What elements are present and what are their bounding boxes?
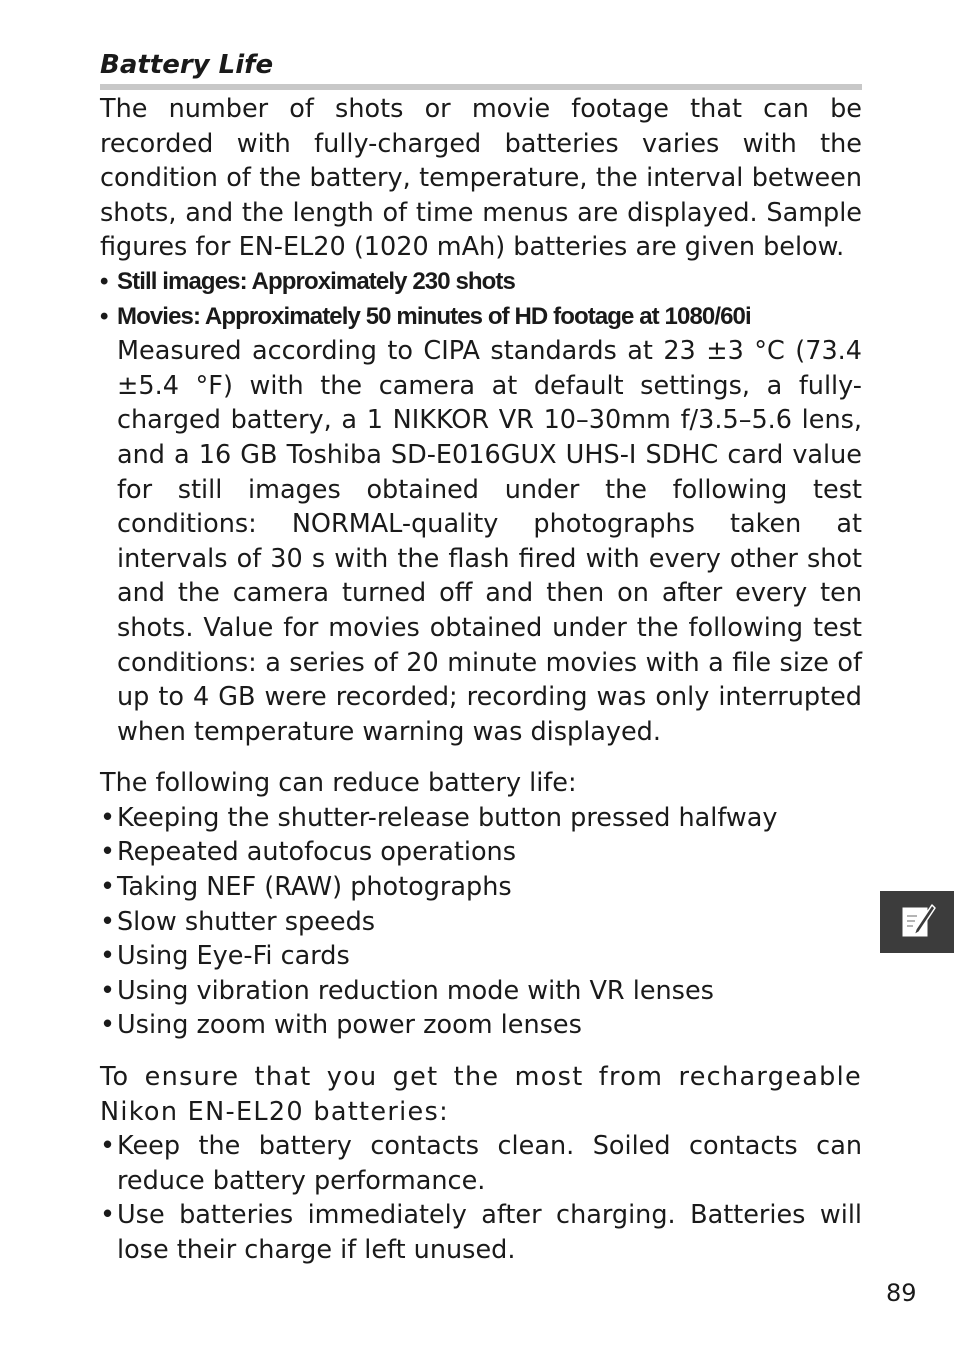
- list-item: • Slow shutter speeds: [100, 905, 862, 940]
- measurement-note: Measured according to CIPA standards at 23 ±3 °C (73.4 ±5.4 °F) with the camera at default settings, a fully-charged battery, a 1 NIKKOR VR 10–30mm f/3.5–5.6 lens, and a 16 GB Toshiba SD-E016GUX UHS-I SDHC card value for still images obtained under the following test conditions: NORMAL-quality photographs taken at intervals of 30 s with the flash fired with every other shot and the camera turned off and then on after every ten shots. Value for movies obtained under the following test conditions: a series of 20 minute movies with a file size of up to 4 GB were recorded; recording was only interrupted when temperature warning was displayed.: [117, 336, 862, 747]
- list-item: • Taking NEF (RAW) photographs: [100, 870, 862, 905]
- list-item: • Using vibration reduction mode with VR lenses: [100, 974, 862, 1009]
- figure-movies: • Movies: Approximately 50 minutes of HD footage at 1080/60i: [100, 300, 862, 335]
- figure-still-images: • Still images: Approximately 230 shots: [100, 265, 862, 300]
- intro-paragraph: The number of shots or movie footage that can be recorded with fully-charged batteries varies with the condition of the battery, temperature, the interval between shots, and the length of time menus are displayed. Sample figures for EN-EL20 (1020 mAh) batteries are given below.: [100, 94, 862, 263]
- list-item: • Keeping the shutter-release button pressed halfway: [100, 801, 862, 836]
- list-item: • Use batteries immediately after charging. Batteries will lose their charge if left unused.: [100, 1198, 862, 1267]
- section-side-tab: [880, 891, 954, 953]
- list-item: • Repeated autofocus operations: [100, 835, 862, 870]
- list-item: • Using Eye-Fi cards: [100, 939, 862, 974]
- ensure-intro: To ensure that you get the most from rechargeable Nikon EN-EL20 batteries:: [100, 1062, 862, 1127]
- section-title: Battery Life: [100, 50, 274, 80]
- page-number: 89: [886, 1279, 917, 1307]
- title-rule: [100, 84, 862, 90]
- list-item: • Using zoom with power zoom lenses: [100, 1008, 862, 1043]
- reduce-list: [100, 801, 862, 1043]
- battery-life-section: [100, 48, 862, 1268]
- notes-pen-icon: [897, 902, 937, 942]
- sample-figures-list: [100, 265, 862, 334]
- list-item: • Keep the battery contacts clean. Soiled contacts can reduce battery performance.: [100, 1129, 862, 1198]
- ensure-list: [100, 1129, 862, 1267]
- reduce-intro: The following can reduce battery life:: [100, 768, 577, 799]
